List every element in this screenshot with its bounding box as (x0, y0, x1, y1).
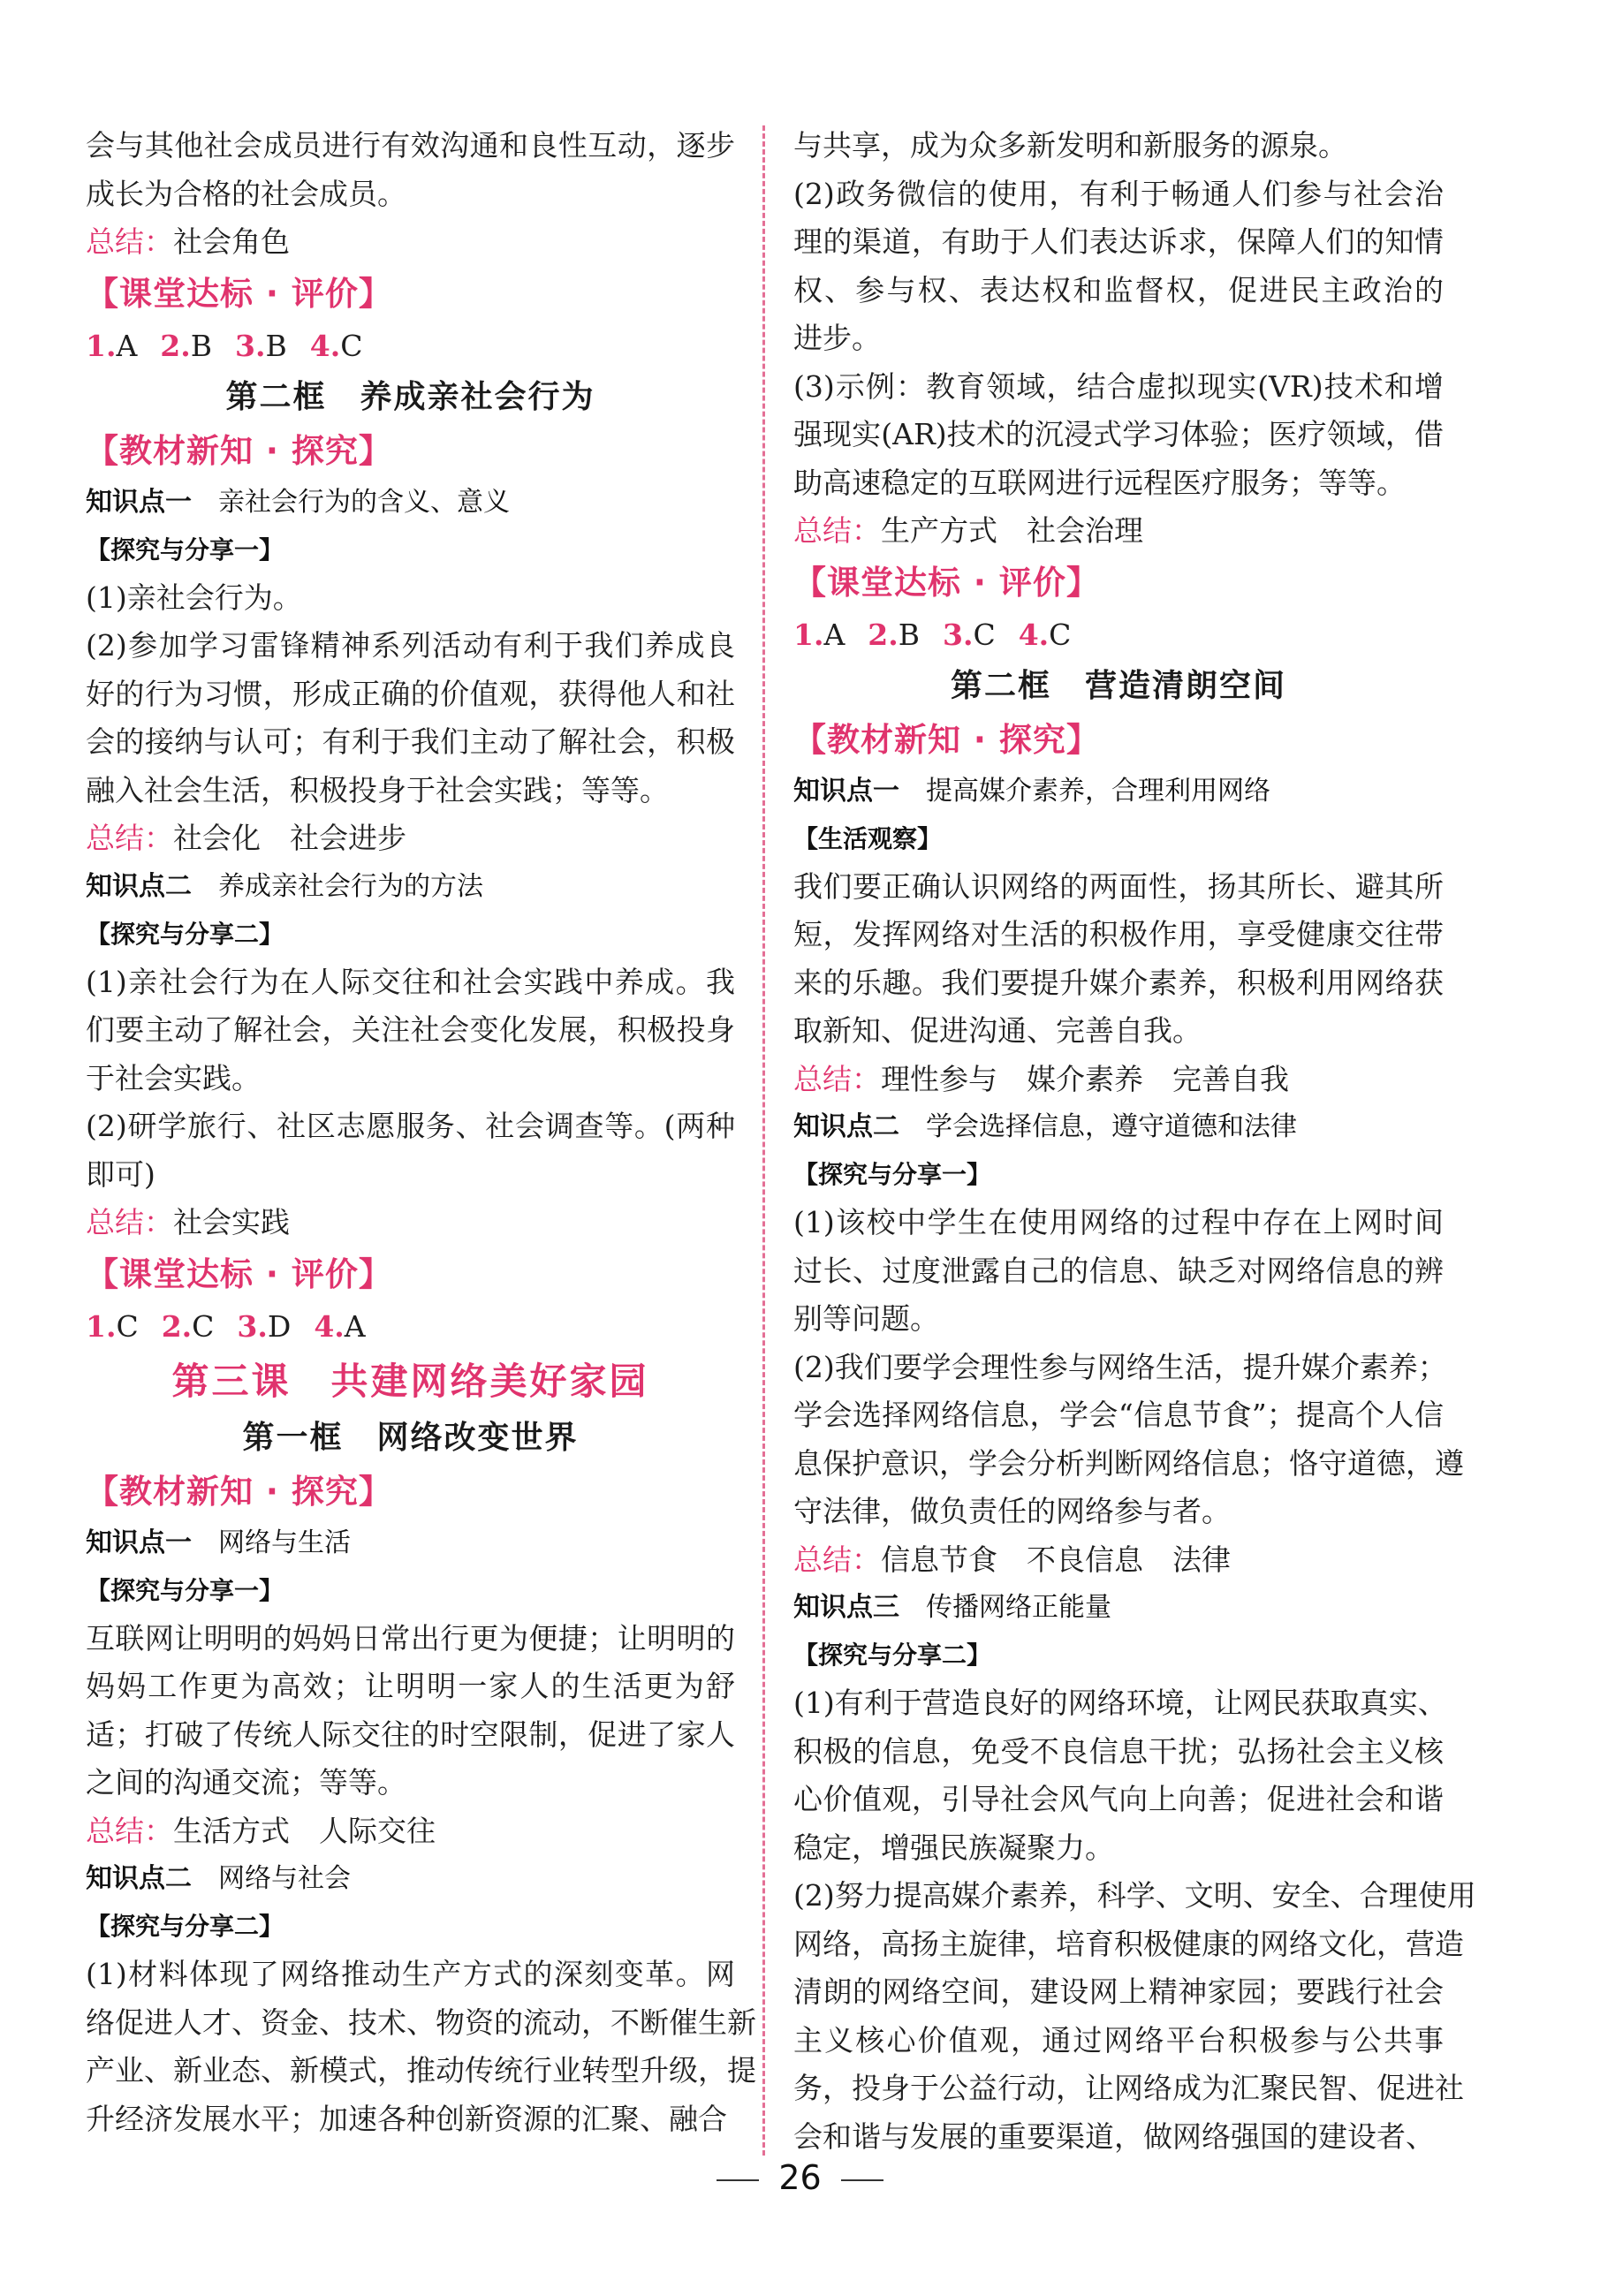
text-line: 主义核心价值观，通过网络平台积极参与公共事 (793, 2022, 1444, 2057)
text-line: (3)示例：教育领域，结合虚拟现实(VR)技术和增 (793, 368, 1444, 404)
answer-number: 3. (943, 617, 974, 652)
text-line: 互联网让明明的妈妈日常出行更为便捷；让明明的 (86, 1620, 735, 1656)
page-number-dash-right (841, 2179, 883, 2181)
answer-item (314, 1309, 365, 1344)
frame-title: 第二框 营造清朗空间 (950, 667, 1286, 704)
answer-number: 1. (86, 328, 117, 363)
answer-number: 2. (160, 328, 191, 363)
text-line: 于社会实践。 (86, 1060, 261, 1095)
text-line: 适；打破了传统人际交往的时空限制，促进了家人 (86, 1716, 735, 1752)
text-line: (2)参加学习雷锋精神系列活动有利于我们养成良 (86, 628, 735, 663)
frame-title: 第一框 网络改变世界 (242, 1419, 579, 1456)
answer-number: 4. (314, 1308, 345, 1344)
text-line: (2)努力提高媒介素养，科学、文明、安全、合理使用 (793, 1878, 1476, 1913)
subsection-heading: 【探究与分享一】 (793, 1160, 992, 1189)
section-heading: 【课堂达标 · 评价】 (793, 563, 1100, 602)
summary-line (86, 815, 735, 863)
knowledge-point-title: 网络与社会 (218, 1863, 351, 1894)
text-line: 之间的沟通交流；等等。 (86, 1765, 406, 1800)
page-number-dash-left (717, 2179, 759, 2181)
summary-label: 总结： (86, 1813, 173, 1848)
text-line: 来的乐趣。我们要提升媒介素养，积极利用网络获 (793, 965, 1444, 1000)
text-line: 取新知、促进沟通、完善自我。 (793, 1013, 1202, 1048)
answer-choice: B (190, 328, 213, 363)
knowledge-point-label: 知识点一 (86, 486, 192, 518)
frame-title: 第二框 养成亲社会行为 (225, 378, 595, 415)
text-line: (1)材料体现了网络推动生产方式的深刻变革。网 (86, 1957, 735, 1991)
answer-choice: A (823, 617, 845, 652)
answer-item (86, 329, 137, 363)
text-line: 好的行为习惯，形成正确的价值观，获得他人和社 (86, 676, 735, 711)
page-number (0, 2158, 1600, 2197)
knowledge-point-label: 知识点二 (86, 870, 192, 902)
knowledge-point-title: 养成亲社会行为的方法 (218, 870, 483, 902)
knowledge-point-label: 知识点二 (86, 1863, 192, 1894)
text-line: (2)我们要学会理性参与网络生活，提升媒介素养； (793, 1349, 1447, 1384)
summary-line (86, 1199, 735, 1247)
text-line: 络促进人才、资金、技术、物资的流动，不断催生新 (86, 2004, 756, 2040)
summary-label: 总结： (86, 821, 173, 855)
text-line: 升经济发展水平；加速各种创新资源的汇聚、融合 (86, 2101, 727, 2136)
knowledge-point-heading (86, 1855, 735, 1903)
text-line: 心价值观，引导社会风气向上向善；促进社会和谐 (793, 1782, 1444, 1816)
answer-choice: C (1049, 617, 1072, 652)
knowledge-point-title: 传播网络正能量 (926, 1592, 1111, 1623)
answer-number: 3. (235, 328, 266, 363)
text-line: 理的渠道，有助于人们表达诉求，保障人们的知情 (793, 224, 1444, 259)
knowledge-point-label: 知识点三 (793, 1592, 899, 1623)
answer-item (86, 1309, 139, 1344)
knowledge-point-heading (793, 768, 1444, 815)
answer-item (235, 329, 287, 363)
text-line: 会与其他社会成员进行有效沟通和良性互动，逐步 (86, 128, 735, 163)
answer-choice: C (116, 1308, 139, 1344)
answer-choice: B (265, 328, 287, 363)
answer-row (86, 322, 735, 371)
text-line: 别等问题。 (793, 1301, 939, 1336)
answer-item (943, 618, 996, 652)
subsection-heading: 【生活观察】 (793, 823, 943, 853)
answer-item (1019, 618, 1072, 652)
subsection-heading: 【探究与分享一】 (86, 1575, 284, 1605)
answer-item (868, 618, 920, 652)
text-line: (1)亲社会行为。 (86, 580, 302, 615)
text-line: 清朗的网络空间，建设网上精神家园；要践行社会 (793, 1974, 1444, 2009)
knowledge-point-title: 网络与生活 (218, 1527, 351, 1558)
answer-number: 2. (161, 1308, 193, 1344)
answer-number: 4. (1018, 617, 1050, 652)
right-column (793, 122, 1476, 2161)
text-line: (2)政务微信的使用，有利于畅通人们参与社会治 (793, 176, 1444, 211)
text-line: 务，投身于公益行动，让网络成为汇聚民智、促进社 (793, 2071, 1464, 2105)
text-line: 进步。 (793, 321, 881, 355)
text-line: 助高速稳定的互联网进行远程医疗服务；等等。 (793, 465, 1406, 500)
answer-item (237, 1309, 291, 1344)
answer-number: 2. (868, 617, 899, 652)
answer-number: 3. (237, 1308, 268, 1344)
answer-row (86, 1302, 735, 1352)
summary-line (793, 1056, 1444, 1104)
knowledge-point-title: 学会选择信息，遵守道德和法律 (926, 1111, 1297, 1142)
summary-text: 社会化 社会进步 (173, 821, 406, 855)
summary-label: 总结： (793, 1061, 881, 1096)
text-line: (2)研学旅行、社区志愿服务、社会调查等。(两种 (86, 1109, 735, 1143)
answer-choice: A (116, 328, 138, 363)
section-heading: 【教材新知 · 探究】 (86, 431, 392, 470)
knowledge-point-label: 知识点一 (793, 775, 899, 807)
summary-text: 理性参与 媒介素养 完善自我 (881, 1061, 1289, 1096)
summary-text: 社会角色 (173, 224, 290, 259)
text-line: 网络，高扬主旋律，培育积极健康的网络文化，营造 (793, 1926, 1464, 1961)
answer-number: 1. (793, 617, 824, 652)
subsection-heading: 【探究与分享二】 (793, 1641, 992, 1670)
summary-text: 信息节食 不良信息 法律 (881, 1542, 1231, 1577)
section-heading: 【课堂达标 · 评价】 (86, 274, 392, 313)
summary-line (793, 507, 1444, 556)
text-line: 权、参与权、表达权和监督权，促进民主政治的 (793, 272, 1444, 307)
knowledge-point-heading (86, 479, 735, 527)
text-line: 息保护意识，学会分析判断网络信息；恪守道德，遵 (793, 1445, 1464, 1481)
text-line: (1)亲社会行为在人际交往和社会实践中养成。我 (86, 964, 735, 999)
answer-choice: C (340, 328, 363, 363)
text-line: (1)该校中学生在使用网络的过程中存在上网时间 (793, 1205, 1444, 1239)
summary-label: 总结： (793, 513, 881, 548)
lesson-title: 第三课 共建网络美好家园 (171, 1359, 649, 1403)
text-line: 融入社会生活，积极投身于社会实践；等等。 (86, 772, 669, 807)
answer-number: 1. (86, 1308, 117, 1344)
text-line: 会和谐与发展的重要渠道，做网络强国的建设者、 (793, 2118, 1435, 2154)
text-line: 强现实(AR)技术的沉浸式学习体验；医疗领域，借 (793, 417, 1444, 451)
section-heading: 【教材新知 · 探究】 (86, 1472, 392, 1511)
summary-text: 生产方式 社会治理 (881, 513, 1143, 548)
knowledge-point-heading (86, 1519, 735, 1567)
answer-number: 4. (309, 328, 341, 363)
text-line: 与共享，成为众多新发明和新服务的源泉。 (793, 128, 1347, 163)
summary-label: 总结： (793, 1542, 881, 1577)
answer-choice: C (192, 1308, 215, 1344)
text-line: 会的接纳与认可；有利于我们主动了解社会，积极 (86, 724, 735, 759)
text-line: 守法律，做负责任的网络参与者。 (793, 1494, 1231, 1528)
answer-row (793, 610, 1444, 660)
knowledge-point-heading (793, 1584, 1444, 1632)
text-line: 学会选择网络信息，学会“信息节食”；提高个人信 (793, 1398, 1444, 1432)
answer-choice: D (267, 1308, 292, 1344)
answer-choice: B (898, 617, 921, 652)
page-number-value: 26 (778, 2158, 822, 2197)
summary-line (86, 1807, 735, 1856)
column-divider (762, 125, 765, 2156)
summary-label: 总结： (86, 1205, 173, 1239)
text-line: 们要主动了解社会，关注社会变化发展，积极投身 (86, 1012, 735, 1047)
section-heading: 【教材新知 · 探究】 (793, 720, 1100, 759)
summary-label: 总结： (86, 224, 173, 259)
text-line: 成长为合格的社会成员。 (86, 176, 406, 211)
summary-line (793, 1536, 1444, 1585)
summary-text: 生活方式 人际交往 (173, 1813, 436, 1848)
text-line: 产业、新业态、新模式，推动传统行业转型升级，提 (86, 2053, 756, 2088)
knowledge-point-label: 知识点一 (86, 1527, 192, 1558)
text-line: 妈妈工作更为高效；让明明一家人的生活更为舒 (86, 1669, 735, 1703)
knowledge-point-heading (793, 1103, 1444, 1151)
summary-line (86, 218, 735, 267)
text-line: 短，发挥网络对生活的积极作用，享受健康交往带 (793, 917, 1444, 951)
section-heading: 【课堂达标 · 评价】 (86, 1254, 392, 1293)
text-line: 即可) (86, 1156, 155, 1192)
subsection-heading: 【探究与分享二】 (86, 919, 284, 949)
answer-item (310, 329, 363, 363)
knowledge-point-title: 亲社会行为的含义、意义 (218, 486, 510, 518)
answer-item (160, 329, 212, 363)
text-line: 我们要正确认识网络的两面性，扬其所长、避其所 (793, 868, 1444, 904)
text-line: 过长、过度泄露自己的信息、缺乏对网络信息的辨 (793, 1253, 1444, 1288)
text-line: 稳定，增强民族凝聚力。 (793, 1830, 1114, 1865)
knowledge-point-label: 知识点二 (793, 1111, 899, 1142)
subsection-heading: 【探究与分享二】 (86, 1912, 284, 1941)
answer-item (162, 1309, 215, 1344)
answer-item (793, 618, 845, 652)
left-column (86, 122, 756, 2143)
knowledge-point-title: 提高媒介素养，合理利用网络 (926, 775, 1270, 807)
text-line: 积极的信息，免受不良信息干扰；弘扬社会主义核 (793, 1733, 1444, 1769)
answer-choice: C (973, 617, 996, 652)
knowledge-point-heading (86, 863, 735, 911)
subsection-heading: 【探究与分享一】 (86, 534, 284, 565)
summary-text: 社会实践 (173, 1205, 290, 1239)
text-line: (1)有利于营造良好的网络环境，让网民获取真实、 (793, 1686, 1447, 1720)
answer-choice: A (344, 1308, 366, 1344)
